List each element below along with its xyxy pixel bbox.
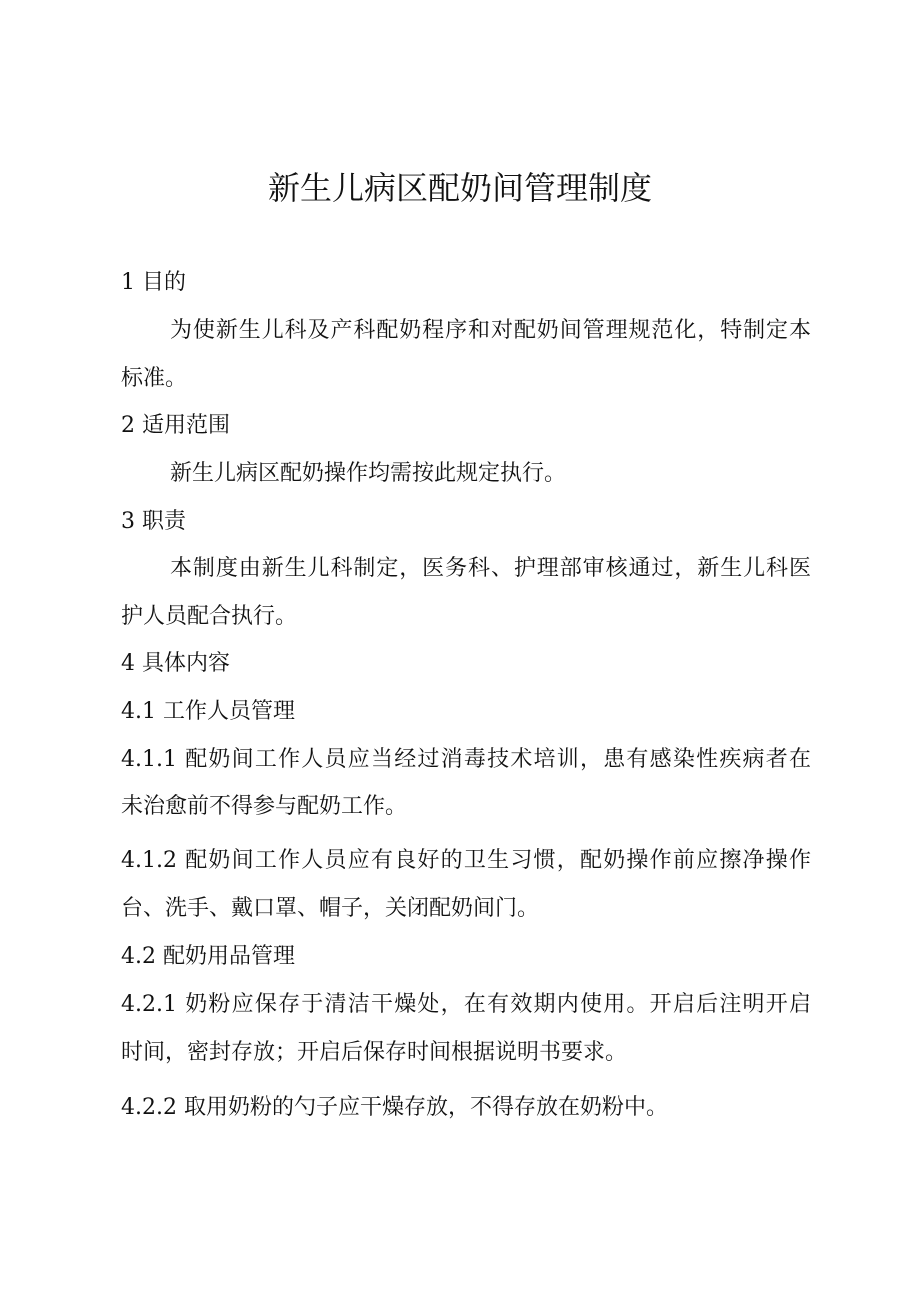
clause-line: 未治愈前不得参与配奶工作。: [121, 794, 408, 819]
section-heading-scope: 2 适用范围: [121, 413, 230, 438]
clause-line: 时间，密封存放；开启后保存时间根据说明书要求。: [121, 1040, 628, 1065]
clause-line: 台、洗手、戴口罩、帽子，关闭配奶间门。: [121, 896, 540, 921]
paragraph-line: 本制度由新生儿科制定，医务科、护理部审核通过，新生儿科医: [170, 556, 811, 581]
paragraph-line: 新生儿病区配奶操作均需按此规定执行。: [170, 461, 567, 486]
clause-line: 4.2.2 取用奶粉的勺子应干燥存放，不得存放在奶粉中。: [121, 1095, 668, 1120]
subsection-heading-staff: 4.1 工作人员管理: [121, 699, 295, 724]
clause-line: 4.1.1 配奶间工作人员应当经过消毒技术培训，患有感染性疾病者在: [121, 747, 811, 772]
clause-line: 4.1.2 配奶间工作人员应有良好的卫生习惯，配奶操作前应擦净操作: [121, 848, 811, 873]
section-heading-content: 4 具体内容: [121, 651, 230, 676]
paragraph-line: 为使新生儿科及产科配奶程序和对配奶间管理规范化，特制定本: [170, 318, 811, 343]
section-heading-purpose: 1 目的: [121, 270, 186, 295]
paragraph-line: 护人员配合执行。: [121, 604, 298, 629]
document-title: 新生儿病区配奶间管理制度: [267, 169, 652, 207]
section-heading-responsibility: 3 职责: [121, 509, 186, 534]
subsection-heading-supplies: 4.2 配奶用品管理: [121, 944, 295, 969]
clause-line: 4.2.1 奶粉应保存于清洁干燥处，在有效期内使用。开启后注明开启: [121, 992, 811, 1017]
paragraph-line: 标准。: [121, 366, 188, 391]
